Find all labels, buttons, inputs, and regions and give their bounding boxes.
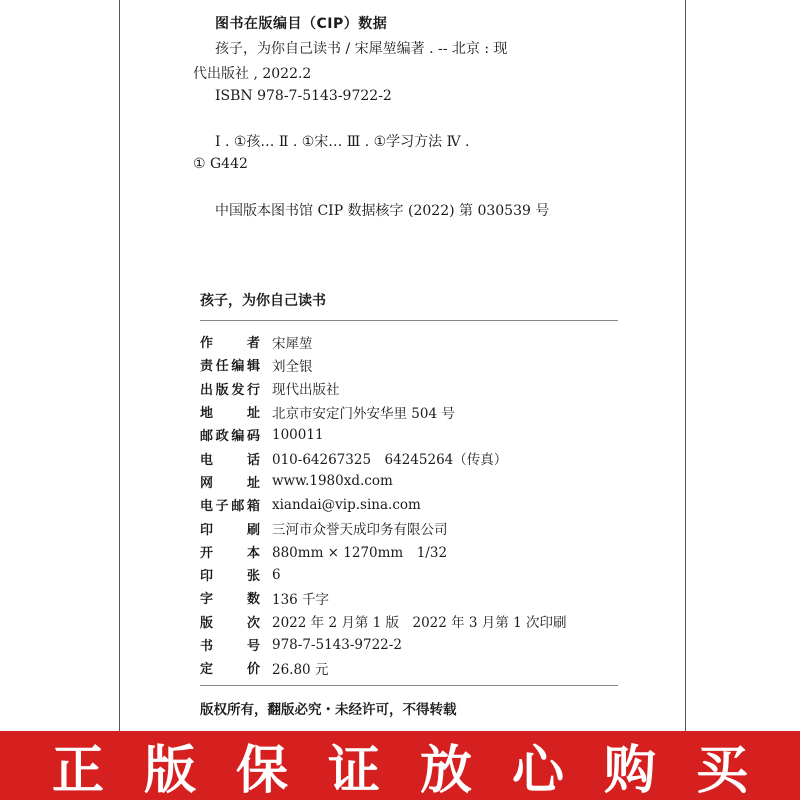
info-label: 开本	[200, 545, 260, 561]
divider-bottom	[200, 685, 618, 686]
info-value: 880mm × 1270mm 1/32	[272, 545, 448, 562]
publication-info	[200, 330, 620, 679]
info-value: 北京市安定门外安华里 504 号	[272, 405, 455, 422]
info-label: 邮政编码	[200, 429, 260, 445]
info-label: 电话	[200, 452, 260, 468]
cip-class-code: ① G442	[193, 156, 248, 172]
info-row	[200, 377, 620, 400]
info-value: 978-7-5143-9722-2	[272, 636, 402, 653]
info-label: 字数	[200, 592, 260, 608]
info-row	[200, 353, 620, 376]
info-row	[200, 400, 620, 423]
info-label: 书号	[200, 639, 260, 654]
info-row	[200, 516, 620, 539]
info-row	[200, 423, 620, 446]
info-value: 三河市众誉天成印务有限公司	[272, 522, 448, 539]
info-value: 2022 年 2 月第 1 版 2022 年 3 月第 1 次印刷	[272, 615, 567, 632]
cip-record-number: 中国版本图书馆 CIP 数据核字 (2022) 第 030539 号	[215, 203, 550, 219]
info-row	[200, 470, 620, 493]
info-row	[200, 656, 620, 679]
copyright-notice: 版权所有，翻版必究・未经许可，不得转载	[200, 702, 457, 718]
info-label: 地址	[200, 406, 260, 422]
divider-top	[200, 320, 618, 321]
authenticity-banner	[0, 731, 800, 800]
page-border-right	[685, 0, 686, 731]
info-row	[200, 610, 620, 633]
info-value: 010-64267325 64245264（传真）	[272, 452, 508, 469]
info-label: 出版发行	[200, 382, 260, 398]
info-label: 印刷	[200, 522, 260, 538]
email-link[interactable]: xiandai@vip.sina.com	[272, 496, 421, 513]
info-label: 责任编辑	[200, 359, 260, 375]
info-row	[200, 540, 620, 563]
info-row	[200, 586, 620, 609]
cip-line-1: 孩子，为你自己读书 / 宋犀堃编著 . -- 北京 : 现	[215, 41, 508, 57]
cip-heading: 图书在版编目（CIP）数据	[215, 16, 388, 32]
website-link[interactable]: www.1980xd.com	[272, 473, 393, 490]
info-label: 电子邮箱	[200, 499, 260, 515]
info-label: 印张	[200, 569, 260, 585]
cip-line-2: 代出版社 , 2022.2	[193, 66, 312, 82]
info-value: 刘全银	[272, 358, 313, 375]
info-row	[200, 563, 620, 586]
price-value: 26.80 元	[272, 661, 329, 678]
info-row	[200, 446, 620, 469]
info-value: 现代出版社	[272, 382, 340, 399]
page-border-left	[119, 0, 120, 731]
info-row	[200, 633, 620, 656]
banner-text: 正版保证放心购买	[51, 741, 788, 801]
info-label: 作者	[200, 336, 260, 352]
cip-classification: Ⅰ . ①孩… Ⅱ . ①宋… Ⅲ . ①学习方法 Ⅳ .	[215, 134, 470, 150]
cip-isbn: ISBN 978-7-5143-9722-2	[215, 88, 392, 104]
info-label: 定价	[200, 662, 260, 678]
info-label: 版次	[200, 615, 260, 631]
info-value: 6	[272, 566, 281, 583]
info-label: 网址	[200, 475, 260, 491]
info-value: 100011	[272, 426, 324, 443]
info-row	[200, 330, 620, 353]
book-title: 孩子，为你自己读书	[200, 293, 326, 309]
info-row	[200, 493, 620, 516]
info-value: 136 千字	[272, 591, 330, 608]
info-value: 宋犀堃	[272, 335, 313, 352]
